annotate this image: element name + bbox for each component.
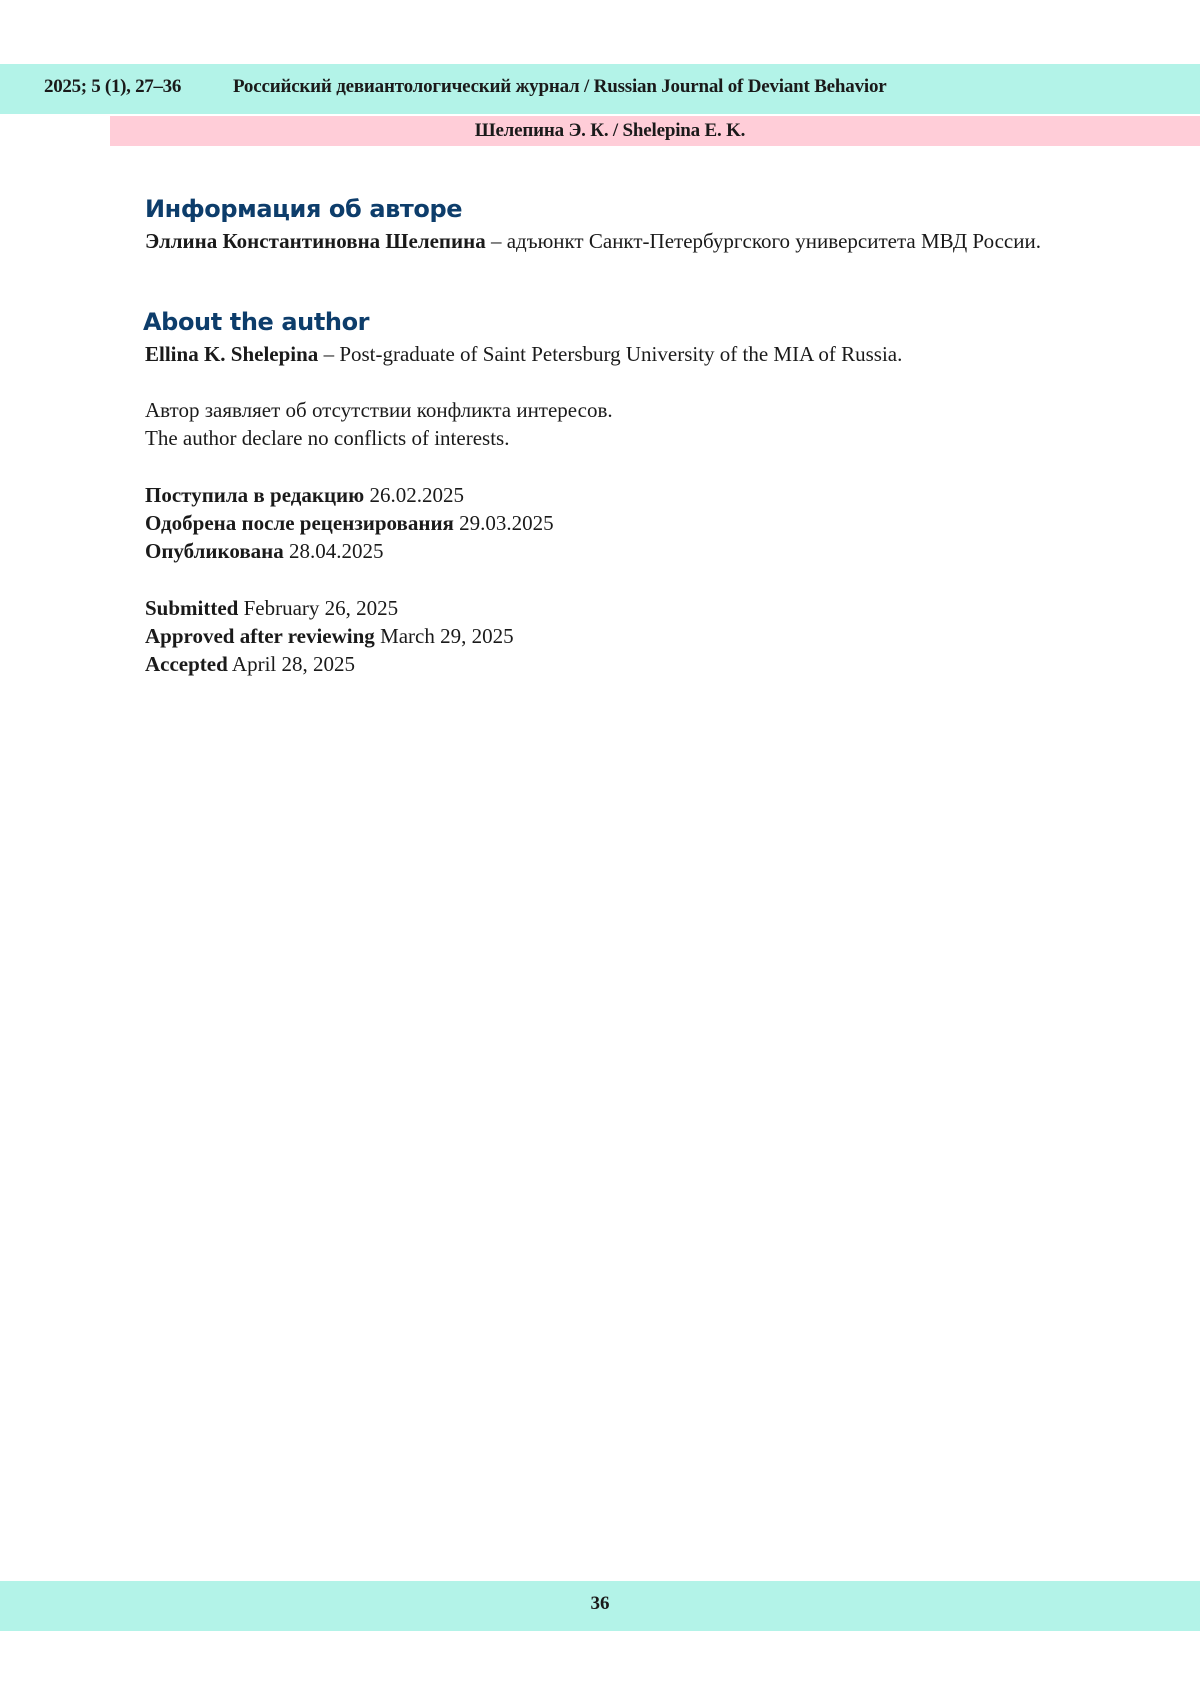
date-value: 26.02.2025 [364,483,464,507]
conflict-statement-en: The author declare no conflicts of interests. [145,426,510,450]
author-name-ru: Эллина Константиновна Шелепина [145,229,486,253]
date-value: 28.04.2025 [283,539,384,563]
running-author: Шелепина Э. К. / Shelepina E. K. [474,120,746,141]
date-submitted-ru [145,481,464,509]
date-value: March 29, 2025 [374,624,514,648]
journal-title: Российский девиантологический журнал / Russian Journal of Deviant Behavior [233,76,887,97]
date-label: Approved after reviewing [145,624,375,648]
author-info-heading-en: About the author [143,308,370,336]
author-name-en: Ellina K. Shelepina [145,342,319,366]
date-value: 29.03.2025 [453,511,554,535]
author-info-en [145,340,1105,368]
date-value: February 26, 2025 [238,596,399,620]
date-label: Одобрена после рецензирования [145,511,454,535]
date-accepted-en [145,650,355,678]
date-approved-ru [145,509,554,537]
date-value: April 28, 2025 [227,652,355,676]
date-label: Поступила в редакцию [145,483,365,507]
author-description-en: – Post-graduate of Saint Petersburg University of the MIA of Russia. [318,342,903,366]
date-label: Опубликована [145,539,284,563]
date-label: Accepted [145,652,228,676]
author-info-ru [116,227,1088,255]
date-approved-en [145,622,514,650]
author-info-heading-ru: Информация об авторе [145,195,463,223]
date-submitted-en [145,594,398,622]
page-number: 36 [590,1593,610,1614]
journal-issue: 2025; 5 (1), 27–36 [44,76,182,97]
conflict-statement-ru: Автор заявляет об отсутствии конфликта интересов. [145,398,613,422]
date-label: Submitted [145,596,239,620]
author-description-ru: – адъюнкт Санкт-Петербургского университета МВД России. [485,229,1041,253]
date-published-ru [145,537,384,565]
